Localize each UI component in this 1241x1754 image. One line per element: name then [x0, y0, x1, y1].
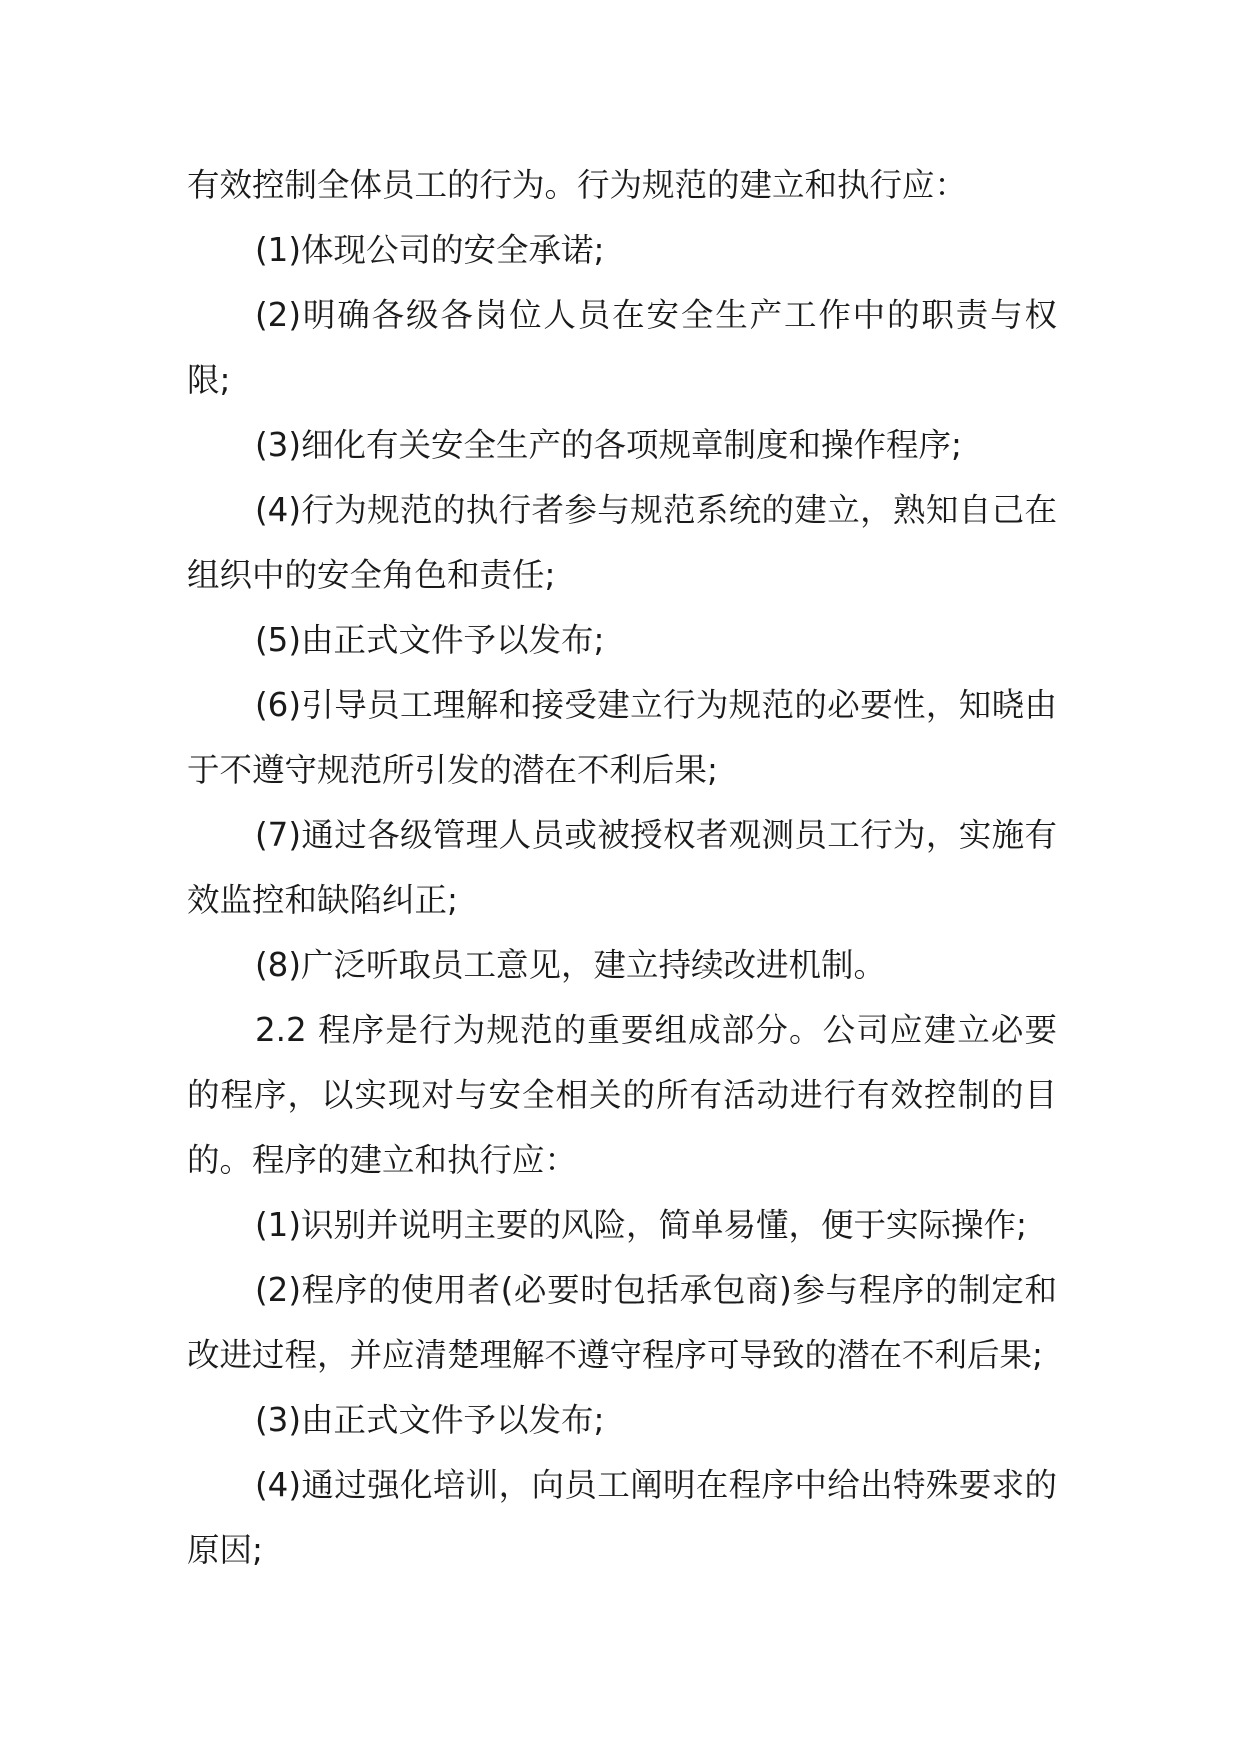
- paragraph-item-1: (1)体现公司的安全承诺;: [255, 231, 605, 269]
- paragraph-item-2: (2)明确各级各岗位人员在安全生产工作中的职责与权限;: [187, 296, 1057, 399]
- paragraph-item-5: (5)由正式文件予以发布;: [255, 621, 605, 659]
- paragraph-procedure-item-4: (4)通过强化培训，向员工阐明在程序中给出特殊要求的原因;: [187, 1466, 1057, 1569]
- paragraph-item-3: (3)细化有关安全生产的各项规章制度和操作程序;: [255, 426, 962, 464]
- document-page: [187, 153, 1057, 1583]
- paragraph-item-6: (6)引导员工理解和接受建立行为规范的必要性，知晓由于不遵守规范所引发的潜在不利后果;: [187, 686, 1057, 789]
- paragraph-item-4: (4)行为规范的执行者参与规范系统的建立，熟知自己在组织中的安全角色和责任;: [187, 491, 1057, 594]
- paragraph-procedure-item-1: (1)识别并说明主要的风险，简单易懂，便于实际操作;: [255, 1206, 1027, 1244]
- paragraph-procedure-item-3: (3)由正式文件予以发布;: [255, 1401, 605, 1439]
- paragraph-intro: 有效控制全体员工的行为。行为规范的建立和执行应：: [187, 166, 968, 204]
- paragraph-item-7: (7)通过各级管理人员或被授权者观测员工行为，实施有效监控和缺陷纠正;: [187, 816, 1057, 919]
- paragraph-procedure-item-2: (2)程序的使用者(必要时包括承包商)参与程序的制定和改进过程，并应清楚理解不遵守程序可导致的潜在不利后果;: [187, 1271, 1057, 1374]
- paragraph-section-2-2: 2.2 程序是行为规范的重要组成部分。公司应建立必要的程序，以实现对与安全相关的所有活动进行有效控制的目的。程序的建立和执行应：: [187, 1011, 1057, 1179]
- paragraph-item-8: (8)广泛听取员工意见，建立持续改进机制。: [255, 946, 887, 984]
